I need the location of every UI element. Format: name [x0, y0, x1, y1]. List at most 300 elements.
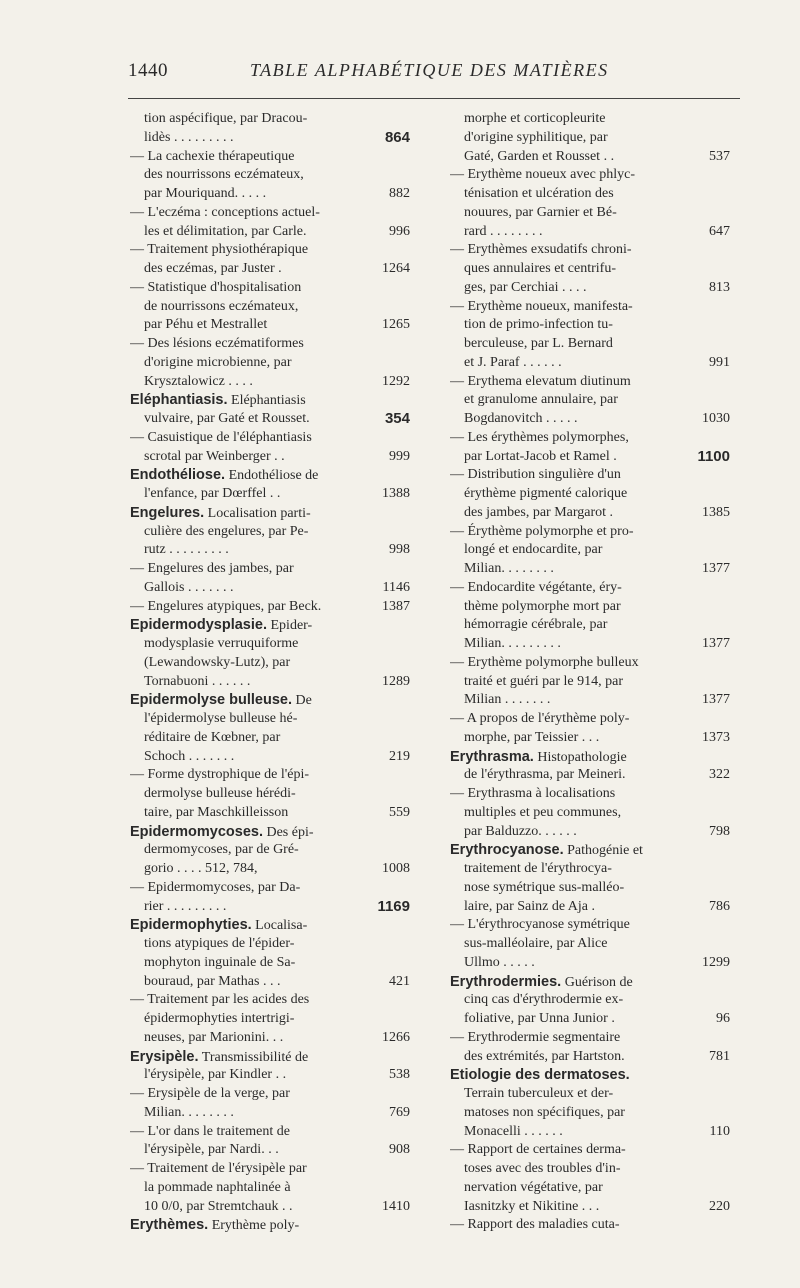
index-entry-text: toses avec des troubles d'in-	[464, 1161, 621, 1176]
index-headword-line: Erythrocyanose. Pathogénie et	[450, 842, 643, 859]
index-entry-text: ques annulaires et centrifu-	[464, 261, 616, 276]
index-entry-line	[450, 579, 730, 598]
page-reference: 1388	[378, 485, 410, 504]
page-reference: 999	[385, 448, 410, 467]
index-entry-line	[450, 1104, 730, 1123]
index-entry-line	[130, 1179, 410, 1198]
page-reference: 813	[705, 279, 730, 298]
right-column	[450, 110, 730, 1235]
index-entry-line	[450, 766, 730, 785]
index-entry-line	[130, 448, 410, 467]
index-headword-line: Endothéliose. Endothéliose de	[130, 467, 319, 484]
index-entry-line	[130, 504, 410, 523]
index-entry-text: rard . . . . . . . .	[464, 223, 543, 239]
index-entry-line	[450, 185, 730, 204]
header-rule	[128, 98, 740, 99]
index-entry-line	[450, 541, 730, 560]
index-entry-text: par Mouriquand. . . . .	[144, 186, 267, 201]
index-headword-line	[450, 1066, 630, 1085]
index-entry-text: morphe et corticopleurite	[464, 111, 606, 126]
index-entry-text: — Des lésions eczématiformes	[130, 336, 304, 351]
headword: Erythèmes.	[130, 1217, 209, 1234]
index-entry-line	[130, 204, 410, 223]
page-reference: 1299	[698, 954, 730, 973]
index-entry-text: — A propos de l'érythème poly-	[450, 711, 630, 726]
index-entry-text: — Endocardite végétante, éry-	[450, 579, 622, 595]
index-entry-line	[450, 485, 730, 504]
index-entry-text: Iasnitzky et Nikitine . . .	[464, 1198, 600, 1214]
page-reference: 1030	[698, 410, 730, 429]
index-entry-line	[130, 991, 410, 1010]
index-entry-line	[450, 335, 730, 354]
index-entry-line	[450, 785, 730, 804]
index-entry-line	[130, 166, 410, 185]
index-entry-line	[450, 673, 730, 692]
index-entry-text: — Forme dystrophique de l'épi-	[130, 767, 310, 783]
index-entry-line	[130, 316, 410, 335]
index-entry-line	[450, 635, 730, 654]
index-entry-line	[450, 1085, 730, 1104]
headword: Erythrasma.	[450, 748, 534, 765]
index-entry-line	[130, 766, 410, 785]
index-entry-text: nose symétrique sus-malléo-	[464, 879, 625, 895]
index-entry-line	[450, 954, 730, 973]
index-entry-line	[130, 860, 410, 879]
index-entry-line	[130, 335, 410, 354]
index-headword-line: Erythrodermies. Guérison de	[450, 973, 633, 990]
page-reference: 996	[385, 223, 410, 242]
headword: Epidermolyse bulleuse.	[130, 692, 292, 709]
page-reference: 1100	[693, 448, 730, 467]
index-headword-line: Erythrasma. Histopathologie	[450, 748, 627, 765]
index-entry-line	[450, 241, 730, 260]
index-entry-text: sus-malléolaire, par Alice	[464, 936, 608, 951]
page-reference: 421	[385, 973, 410, 992]
headword: Engelures.	[130, 504, 205, 521]
index-entry-text: des jambes, par Margarot .	[464, 504, 614, 520]
index-entry-text: rutz . . . . . . . . .	[144, 542, 229, 558]
index-entry-text: traité et guéri par le 914, par	[464, 673, 623, 689]
index-entry-line	[130, 729, 410, 748]
page-reference: 864	[381, 129, 410, 148]
index-headword-line: Epidermolyse bulleuse. De	[130, 692, 312, 709]
index-entry-text: — Erythème noueux avec phlyc-	[450, 167, 636, 183]
index-entry-line	[450, 204, 730, 223]
index-entry-line	[450, 166, 730, 185]
left-column	[130, 110, 410, 1235]
index-entry-text: — Erythème polymorphe bulleux	[450, 654, 639, 670]
index-entry-line	[130, 691, 410, 710]
page-reference: 786	[705, 898, 730, 917]
index-entry-text: — Rapport des maladies cuta-	[450, 1217, 620, 1233]
index-entry-line	[450, 654, 730, 673]
index-entry-line	[450, 935, 730, 954]
page-reference: 998	[385, 541, 410, 560]
index-entry-text: traitement de l'érythrocya-	[464, 861, 612, 876]
index-entry-text: cinq cas d'érythrodermie ex-	[464, 992, 624, 1008]
index-entry-line	[130, 1066, 410, 1085]
index-entry-text: de l'érythrasma, par Meineri.	[464, 767, 626, 783]
index-entry-line	[130, 279, 410, 298]
index-entry-text: tion de primo-infection tu-	[464, 317, 613, 333]
index-entry-text: Krysztalowicz . . . .	[144, 373, 253, 389]
index-entry-line	[450, 260, 730, 279]
index-entry-line	[450, 916, 730, 935]
index-entry-text: mophyton inguinale de Sa-	[144, 954, 296, 970]
page-reference: 798	[705, 823, 730, 842]
index-entry-line	[450, 729, 730, 748]
index-entry-text: neuses, par Marionini. . .	[144, 1029, 284, 1045]
index-entry-text: modysplasie verruquiforme	[144, 636, 299, 651]
index-entry-text: — Erythèmes exsudatifs chroni-	[450, 242, 632, 258]
page-reference: 537	[705, 148, 730, 167]
index-entry-line	[450, 523, 730, 542]
index-headword-line: Epidermophyties. Localisa-	[130, 917, 308, 934]
index-entry-text: — Traitement physiothérapique	[130, 242, 309, 258]
index-entry-text: — Traitement par les acides des	[130, 992, 310, 1008]
index-entry-line	[450, 598, 730, 617]
index-entry-text: des extrémités, par Hartston.	[464, 1048, 625, 1064]
index-entry-text: l'épidermolyse bulleuse hé-	[144, 711, 298, 726]
index-entry-line	[450, 391, 730, 410]
index-entry-text: ténisation et ulcération des	[464, 186, 614, 201]
index-entry-text: Terrain tuberculeux et der-	[464, 1086, 614, 1101]
page-reference: 1410	[378, 1198, 410, 1217]
index-entry-line	[130, 354, 410, 373]
index-entry-text: bouraud, par Mathas . . .	[144, 973, 281, 989]
index-headword-line: Epidermomycoses. Des épi-	[130, 823, 314, 840]
index-entry-line	[130, 466, 410, 485]
index-entry-text: — Statistique d'hospitalisation	[130, 279, 302, 295]
page-reference: 781	[705, 1048, 730, 1067]
headword: Etiologie des dermatoses.	[450, 1067, 630, 1084]
page-reference: 220	[705, 1198, 730, 1217]
index-entry-text: dermolyse bulleuse hérédi-	[144, 786, 296, 801]
index-entry-line	[130, 579, 410, 598]
index-entry-line	[130, 1198, 410, 1217]
index-entry-line	[450, 973, 730, 992]
index-entry-text: par Péhu et Mestrallet	[144, 317, 268, 333]
index-entry-text: Tornabuoni . . . . . .	[144, 673, 251, 689]
index-entry-line	[450, 373, 730, 392]
index-entry-line	[130, 373, 410, 392]
index-entry-text: l'enfance, par Dœrffel . .	[144, 486, 281, 501]
page-header	[128, 58, 740, 88]
index-entry-text: — Engelures des jambes, par	[130, 561, 294, 576]
index-entry-text: et granulome annulaire, par	[464, 392, 618, 408]
index-entry-line	[450, 223, 730, 242]
index-entry-line	[450, 823, 730, 842]
page-reference: 1265	[378, 316, 410, 335]
index-entry-text: 10 0/0, par Stremtchauk . .	[144, 1198, 293, 1214]
index-entry-text: d'origine microbienne, par	[144, 354, 292, 370]
index-entry-line	[450, 841, 730, 860]
index-entry-text: — Erythrodermie segmentaire	[450, 1029, 621, 1045]
index-entry-line	[450, 429, 730, 448]
index-entry-text: berculeuse, par L. Bernard	[464, 336, 613, 351]
index-entry-line	[130, 410, 410, 429]
index-entry-text: — Erythema elevatum diutinum	[450, 373, 631, 389]
index-entry-line	[450, 148, 730, 167]
index-entry-text: rier . . . . . . . . .	[144, 898, 227, 914]
index-entry-text: culière des engelures, par Pe-	[144, 523, 309, 539]
index-entry-line	[130, 635, 410, 654]
page-reference: 1377	[698, 635, 730, 654]
index-entry-line	[450, 1066, 730, 1085]
index-entry-text: épidermophyties intertrigi-	[144, 1011, 295, 1026]
index-entry-line	[130, 560, 410, 579]
index-entry-line	[130, 898, 410, 917]
index-entry-line	[450, 110, 730, 129]
index-entry-text: ges, par Cerchiai . . . .	[464, 279, 587, 295]
index-entry-text: multiples et peu communes,	[464, 804, 622, 820]
index-entry-line	[130, 523, 410, 542]
index-entry-line	[130, 710, 410, 729]
index-entry-line	[450, 279, 730, 298]
index-entry-text: de nourrissons eczémateux,	[144, 298, 299, 314]
index-entry-text: foliative, par Unna Junior .	[464, 1011, 615, 1026]
index-entry-line	[450, 1141, 730, 1160]
index-entry-line	[130, 260, 410, 279]
index-entry-line	[130, 748, 410, 767]
index-entry-text: Gallois . . . . . . .	[144, 579, 234, 595]
index-entry-text: taire, par Maschkilleisson	[144, 804, 289, 820]
index-entry-text: (Lewandowsky-Lutz), par	[144, 654, 291, 670]
index-entry-line	[130, 391, 410, 410]
index-entry-line	[130, 1048, 410, 1067]
page-reference: 1373	[698, 729, 730, 748]
running-title: TABLE ALPHABÉTIQUE DES MATIÈRES	[250, 60, 609, 80]
page-reference: 1264	[378, 260, 410, 279]
index-entry-text: — Engelures atypiques, par Beck.	[130, 598, 322, 614]
page-reference: 1387	[378, 598, 410, 617]
page-reference: 96	[712, 1010, 730, 1029]
index-entry-text: — Les érythèmes polymorphes,	[450, 429, 629, 445]
index-entry-line	[450, 991, 730, 1010]
index-entry-line	[130, 673, 410, 692]
index-entry-line	[130, 1085, 410, 1104]
index-headword-line: Epidermodysplasie. Epider-	[130, 617, 313, 634]
index-entry-line	[450, 898, 730, 917]
page-reference: 322	[705, 766, 730, 785]
index-entry-text: Milian . . . . . . .	[464, 692, 551, 708]
index-entry-text: — Erythème noueux, manifesta-	[450, 298, 633, 314]
index-entry-text: Schoch . . . . . . .	[144, 748, 235, 764]
index-entry-line	[450, 879, 730, 898]
index-entry-text: dermomycoses, par de Gré-	[144, 842, 299, 858]
index-entry-text: — Distribution singulière d'un	[450, 467, 621, 483]
index-entry-line	[130, 185, 410, 204]
index-entry-line	[450, 1010, 730, 1029]
index-entry-text: et J. Paraf . . . . . .	[464, 354, 562, 370]
index-entry-text: la pommade naphtalinée à	[144, 1179, 291, 1195]
index-entry-line	[130, 598, 410, 617]
index-entry-line	[130, 841, 410, 860]
index-entry-line	[130, 223, 410, 242]
index-entry-text: tion aspécifique, par Dracou-	[144, 111, 308, 126]
index-entry-text: — L'or dans le traitement de	[130, 1123, 290, 1139]
index-entry-line	[130, 1010, 410, 1029]
index-entry-line	[450, 1123, 730, 1142]
index-entry-line	[130, 1104, 410, 1123]
index-entry-text: — Erysipèle de la verge, par	[130, 1086, 290, 1101]
page-reference: 1385	[698, 504, 730, 523]
index-entry-line	[130, 973, 410, 992]
index-entry-line	[450, 316, 730, 335]
index-entry-line	[450, 448, 730, 467]
index-entry-text: gorio . . . . 512, 784,	[144, 861, 258, 876]
index-entry-line	[450, 1179, 730, 1198]
index-entry-text: lidès . . . . . . . . .	[144, 129, 234, 145]
index-entry-line	[130, 1216, 410, 1235]
page-reference: 538	[385, 1066, 410, 1085]
index-entry-text: — Erythrasma à localisations	[450, 786, 616, 801]
index-entry-line	[130, 935, 410, 954]
index-entry-line	[450, 616, 730, 635]
index-entry-line	[130, 1029, 410, 1048]
index-entry-line	[450, 466, 730, 485]
index-entry-text: — Érythème polymorphe et pro-	[450, 523, 634, 539]
page-reference: 354	[381, 410, 410, 429]
page-reference: 219	[385, 748, 410, 767]
index-entry-text: Milian. . . . . . . .	[144, 1104, 234, 1120]
index-entry-text: réditaire de Kœbner, par	[144, 729, 281, 745]
page-reference: 647	[705, 223, 730, 242]
index-entry-text: scrotal par Weinberger . .	[144, 448, 285, 464]
index-entry-text: d'origine syphilitique, par	[464, 129, 608, 145]
index-entry-text: — Epidermomycoses, par Da-	[130, 879, 301, 895]
index-headword-line: Erythèmes. Erythème poly-	[130, 1217, 300, 1234]
index-entry-text: Monacelli . . . . . .	[464, 1123, 563, 1139]
page-reference: 1146	[379, 579, 410, 598]
index-entry-text: — Traitement de l'érysipèle par	[130, 1161, 307, 1176]
page-reference: 1292	[378, 373, 410, 392]
index-entry-text: Bogdanovitch . . . . .	[464, 411, 578, 426]
index-entry-text: Ullmo . . . . .	[464, 954, 535, 970]
page-reference: 991	[705, 354, 730, 373]
index-entry-line	[450, 1029, 730, 1048]
index-entry-line	[130, 129, 410, 148]
page-number: 1440	[128, 60, 168, 81]
index-entry-text: tions atypiques de l'épider-	[144, 936, 295, 951]
index-entry-text: — L'eczéma : conceptions actuel-	[130, 204, 320, 220]
page-reference: 1377	[698, 560, 730, 579]
index-headword-line: Engelures. Localisation parti-	[130, 504, 311, 521]
index-entry-line	[130, 1123, 410, 1142]
index-entry-text: par Balduzzo. . . . . .	[464, 823, 577, 839]
index-entry-text: des eczémas, par Juster .	[144, 261, 282, 276]
index-entry-text: thème polymorphe mort par	[464, 598, 621, 614]
page-reference: 1266	[378, 1029, 410, 1048]
index-entry-line	[130, 616, 410, 635]
index-headword-line: Eléphantiasis. Eléphantiasis	[130, 392, 306, 409]
headword: Epidermophyties.	[130, 917, 252, 934]
index-entry-text: par Lortat-Jacob et Ramel .	[464, 448, 617, 464]
index-entry-text: les et délimitation, par Carle.	[144, 223, 307, 239]
index-entry-line	[130, 804, 410, 823]
index-entry-line	[130, 298, 410, 317]
index-entry-text: Milian. . . . . . . .	[464, 561, 554, 576]
index-entry-line	[130, 879, 410, 898]
headword: Epidermodysplasie.	[130, 617, 267, 634]
page-reference: 908	[385, 1141, 410, 1160]
headword: Erythrodermies.	[450, 973, 562, 990]
index-entry-line	[130, 954, 410, 973]
index-entry-line	[450, 410, 730, 429]
headword: Endothéliose.	[130, 467, 226, 484]
index-entry-text: nouures, par Garnier et Bé-	[464, 204, 617, 220]
page-reference: 110	[706, 1123, 730, 1142]
index-entry-line	[450, 860, 730, 879]
index-entry-line	[450, 129, 730, 148]
index-entry-line	[450, 1198, 730, 1217]
index-entry-line	[130, 1141, 410, 1160]
index-entry-line	[130, 785, 410, 804]
index-entry-line	[130, 110, 410, 129]
index-entry-text: — Casuistique de l'éléphantiasis	[130, 429, 312, 445]
index-entry-line	[130, 1160, 410, 1179]
headword: Eléphantiasis.	[130, 392, 228, 409]
index-entry-text: nervation végétative, par	[464, 1179, 603, 1195]
index-entry-line	[450, 1048, 730, 1067]
index-entry-line	[130, 485, 410, 504]
index-entry-line	[450, 298, 730, 317]
index-entry-text: Gaté, Garden et Rousset . .	[464, 148, 615, 164]
index-entry-text: laire, par Sainz de Aja .	[464, 898, 596, 914]
index-entry-text: l'érysipèle, par Kindler . .	[144, 1067, 287, 1083]
index-entry-line	[450, 710, 730, 729]
index-entry-line	[130, 541, 410, 560]
index-entry-line	[450, 691, 730, 710]
index-entry-line	[450, 1160, 730, 1179]
index-entry-text: — Rapport de certaines derma-	[450, 1142, 626, 1158]
index-entry-text: — L'érythrocyanose symétrique	[450, 917, 630, 933]
headword: Erysipèle.	[130, 1048, 199, 1065]
index-entry-line	[130, 916, 410, 935]
index-entry-line	[450, 354, 730, 373]
headword: Erythrocyanose.	[450, 842, 564, 859]
index-entry-line	[450, 560, 730, 579]
index-entry-text: — La cachexie thérapeutique	[130, 148, 295, 164]
index-entry-text: morphe, par Teissier . . .	[464, 729, 600, 745]
page-reference: 1169	[373, 898, 410, 917]
index-entry-line	[450, 504, 730, 523]
index-entry-text: vulvaire, par Gaté et Rousset.	[144, 411, 310, 426]
index-entry-text: l'érysipèle, par Nardi. . .	[144, 1142, 279, 1158]
index-entry-text: Milian. . . . . . . . .	[464, 636, 561, 651]
page-reference: 1377	[698, 691, 730, 710]
index-entry-line	[450, 1216, 730, 1235]
page-reference: 882	[385, 185, 410, 204]
page-reference: 559	[385, 804, 410, 823]
headword: Epidermomycoses.	[130, 823, 263, 840]
index-entry-line	[130, 429, 410, 448]
index-entry-text: des nourrissons eczémateux,	[144, 167, 304, 183]
page-reference: 769	[385, 1104, 410, 1123]
index-entry-line	[450, 804, 730, 823]
index-entry-line	[130, 148, 410, 167]
page-reference: 1008	[378, 860, 410, 879]
index-entry-line	[450, 748, 730, 767]
index-entry-line	[130, 241, 410, 260]
index-entry-text: hémorragie cérébrale, par	[464, 617, 608, 633]
index-entry-text: érythème pigmenté calorique	[464, 486, 628, 501]
index-headword-line: Erysipèle. Transmissibilité de	[130, 1048, 309, 1065]
index-entry-text: matoses non spécifiques, par	[464, 1104, 625, 1120]
page-reference: 1289	[378, 673, 410, 692]
index-entry-text: longé et endocardite, par	[464, 542, 603, 558]
index-entry-line	[130, 654, 410, 673]
